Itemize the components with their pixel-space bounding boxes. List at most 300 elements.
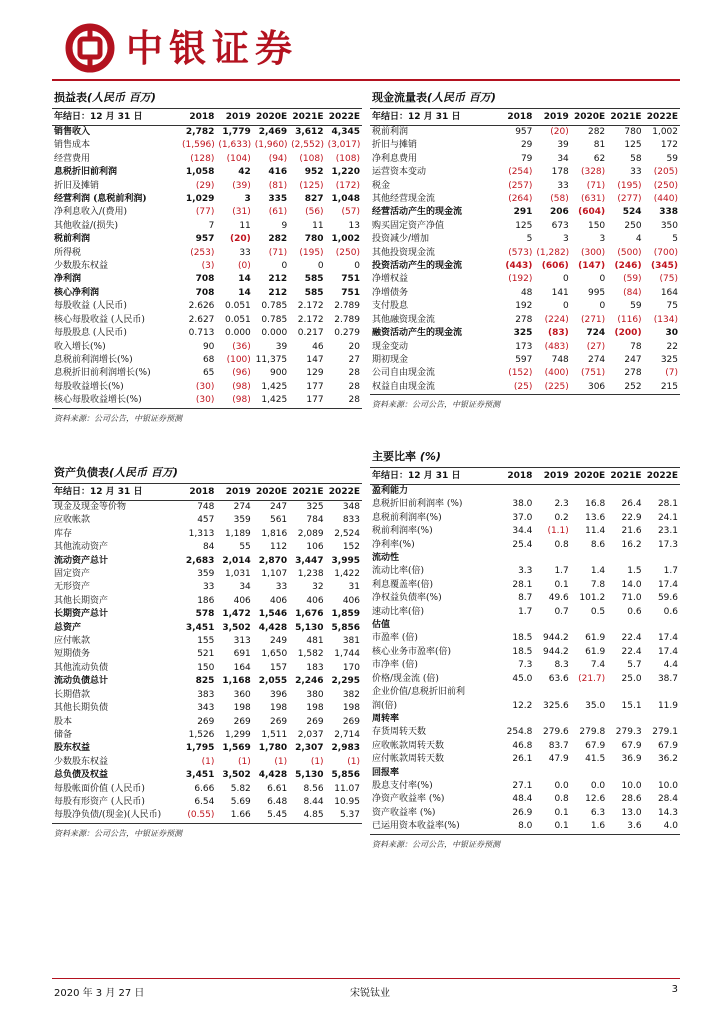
row-label: 公司自由现金流 [372,368,436,379]
cell-value: 1,168 [222,676,251,687]
table-row [52,354,362,367]
cell-value: (98) [232,381,251,392]
column-header-year: 2020E [253,484,289,501]
cell-value: 269 [197,716,215,727]
table-row [52,180,362,193]
table-row [370,153,680,166]
cell-value: (573) [508,247,533,258]
cell-value: 0.5 [590,606,606,617]
cell-value: (1) [274,756,288,767]
column-header-year: 2018 [498,109,534,126]
cell-value: 561 [269,515,288,526]
row-label: 每股股息 (人民币) [54,328,127,339]
cell-value: 186 [197,595,215,606]
row-label: 经营利润 (息税前利润) [54,194,147,205]
table-row [370,247,680,260]
cell-value: 1,031 [225,569,251,580]
row-label: 应收帐款 [54,515,91,526]
row-label: 净利息费用 [372,153,418,164]
row-label: 回报率 [372,767,400,778]
cell-value: 65 [202,368,215,379]
cell-value: 1,313 [188,528,215,539]
cell-value: 39 [275,341,288,352]
row-label: 资产收益率 (%) [372,807,436,818]
cell-value: (192) [508,274,533,285]
cell-value: 34 [239,582,251,593]
cell-value: 481 [306,636,324,647]
table-row [52,381,362,394]
panel-title: 资产负债表(人民币 百万) [52,466,362,484]
cell-value: 13 [348,220,360,231]
cell-value: (300) [580,247,606,258]
cell-value: 957 [195,234,215,245]
cell-value: 0.1 [554,579,569,590]
table-row [52,555,362,568]
cell-value: 0.2 [554,512,569,523]
row-label: 现金变动 [372,341,409,352]
cell-value: 2,089 [297,528,324,539]
row-label: 无形资产 [54,582,91,593]
cell-value: (1,960) [254,140,288,151]
cell-value: 17.4 [657,646,678,657]
cell-value: 5.69 [230,796,251,807]
cell-value: 597 [515,354,533,365]
cell-value: 41.5 [585,754,606,765]
row-label: 核心每股收益 (人民币) [54,314,145,325]
table-row [370,673,680,686]
table-row [370,260,680,273]
row-label: 净权益负债率(%) [372,593,442,604]
cell-value: 2,782 [185,127,215,137]
cell-value: 957 [515,127,533,137]
cell-value: (246) [614,261,642,272]
cell-value: 2,055 [258,676,288,687]
row-label: 长期资产总计 [54,609,109,620]
cell-value: (20) [550,127,569,137]
row-label: 息税折旧前利润率 (%) [372,499,463,510]
table-row [52,635,362,648]
cell-value: 5.7 [627,660,642,671]
table-row [52,769,362,782]
cell-value: 13.0 [621,807,642,818]
row-label: 存货周转天数 [372,727,427,738]
cell-value: 14.0 [621,579,642,590]
column-header-year: 2019 [216,484,252,501]
cell-value: 1,107 [261,569,288,580]
cell-value: 8.6 [590,539,606,550]
cell-value: 79 [520,153,533,164]
row-label: 短期债务 [54,649,91,660]
cell-value: 0.000 [261,328,288,339]
cell-value: 61.9 [585,633,606,644]
cell-value: 381 [342,636,360,647]
cell-value [498,713,534,726]
cell-value: 170 [342,662,360,673]
cell-value: (56) [305,207,324,218]
cell-value: 9 [281,220,288,231]
cell-value: 155 [197,636,215,647]
cashflow-statement-table [370,109,680,395]
cell-value: (0) [238,261,251,272]
cell-value: 338 [659,207,678,218]
cell-value: 1,002 [331,234,360,245]
table-row [370,525,680,538]
row-label: 其他融资现金流 [372,314,436,325]
cell-value: 2.3 [554,499,569,510]
cell-value: 27.1 [512,780,533,791]
cell-value: (152) [508,368,533,379]
column-header-year: 2022E [326,109,362,126]
cell-value: 18.5 [512,633,533,644]
cell-value: 708 [195,274,215,285]
column-header-year: 2022E [644,109,680,126]
key-ratios-table [370,468,680,835]
cell-value: (1) [201,756,215,767]
cell-value: (96) [232,368,251,379]
cell-value: 1,859 [331,609,360,620]
cell-value: 0.1 [554,807,569,818]
table-row [52,809,362,823]
cell-value: 0.051 [225,314,251,325]
row-label: 息税折旧前利润增长(%) [54,368,151,379]
cell-value: 125 [624,140,642,151]
cell-value: 8.44 [303,796,324,807]
cell-value: (30) [180,394,216,408]
cell-value: 152 [342,542,360,553]
cell-value: (700) [653,247,678,258]
cell-value: 2,246 [295,676,324,687]
column-header-year: 2019 [534,468,570,485]
cell-value [607,552,643,565]
table-row [52,675,362,688]
row-label: 其他长期负债 [54,703,109,714]
cell-value: 10.0 [621,780,642,791]
column-header-year: 2019 [216,109,252,126]
cell-value: 17.4 [657,633,678,644]
cell-value: (83) [548,328,569,339]
cell-value: 1,779 [222,127,251,137]
table-row [370,632,680,645]
source-note: 资料来源：公司公告，中银证券预测 [54,413,182,423]
cell-value: 1,422 [334,569,360,580]
panel-title: 主要比率 (%) [370,450,680,468]
cell-value: (31) [232,207,251,218]
table-row [370,700,680,713]
cell-value: 2,870 [258,555,288,566]
cell-value: 5,130 [295,622,324,633]
row-label: 利息覆盖率(倍) [372,579,434,590]
cell-value: (400) [544,368,569,379]
row-label: 每股净负债/(现金)(人民币) [52,809,180,823]
cell-value: (3) [201,261,215,272]
cell-value [607,619,643,632]
row-label: 股东权益 [54,743,91,754]
cell-value: 5,856 [331,622,360,633]
cell-value: 67.9 [585,740,606,751]
cell-value: 36.9 [621,754,642,765]
row-label: 净利率(%) [372,539,415,550]
cell-value: 1.4 [590,566,606,577]
cell-value: 11 [312,220,324,231]
cell-value: 833 [342,515,360,526]
table-row [370,327,680,340]
cell-value: 18.5 [512,646,533,657]
cell-value: 1.6 [571,820,607,834]
cell-value: 33 [275,582,288,593]
cell-value: (25) [498,381,534,395]
cell-value: 4 [635,234,642,245]
cell-value: 1,029 [185,194,215,205]
cell-value: 585 [304,287,324,298]
cell-value: 178 [551,167,569,178]
row-label: 权益自由现金流 [370,381,498,395]
cell-value: (254) [508,167,533,178]
cell-value: (71) [586,180,606,191]
cell-value: 3,447 [295,555,324,566]
cell-value: 13.6 [585,512,606,523]
table-row [370,767,680,780]
cell-value: 7 [208,220,215,231]
table-row [370,220,680,233]
cell-value: 14 [238,274,251,285]
cell-value: 2.172 [297,301,324,312]
cell-value: 84 [202,542,215,553]
row-label: 估值 [372,620,391,631]
cell-value: (277) [617,194,642,205]
cell-value: 279.6 [543,727,569,738]
row-label: 其他长期资产 [54,595,109,606]
cell-value [498,619,534,632]
cell-value: 406 [342,595,360,606]
table-row [52,662,362,675]
column-header-year: 2018 [180,484,216,501]
cell-value: 112 [269,542,288,553]
cell-value: 335 [268,194,288,205]
cell-value: 3,995 [331,555,360,566]
cell-value: 278 [624,368,642,379]
table-row [370,820,680,834]
table-row [370,381,680,395]
cell-value: 0.0 [590,780,606,791]
cell-value: 0.279 [334,328,360,339]
cell-value: (30) [195,381,215,392]
cell-value: (21.7) [578,673,606,684]
cell-value: 0.785 [261,301,288,312]
table-row [370,180,680,193]
cell-value: 406 [233,595,251,606]
cell-value: (1,633) [218,140,252,151]
cell-value: (1) [310,756,324,767]
cell-value: 6.48 [267,796,288,807]
row-label: 每股有形资产 (人民币) [54,796,145,807]
cell-value: 8.56 [303,783,324,794]
cell-value: 28 [348,368,360,379]
cell-value: 11 [239,220,251,231]
cell-value: (1,596) [182,140,215,151]
table-row [52,648,362,661]
cell-value: 101.2 [579,593,606,604]
cell-value: 1,526 [188,729,215,740]
cell-value: 748 [197,502,215,512]
cell-value: (147) [578,261,606,272]
row-label: 每股帐面价值 (人民币) [54,783,145,794]
table-row [52,729,362,742]
cell-value: 1,650 [261,649,288,660]
cell-value: (443) [505,261,533,272]
cell-value: (500) [617,247,642,258]
cell-value: (225) [534,381,570,395]
cell-value: 36.2 [657,754,678,765]
panel-title: 现金流量表(人民币 百万) [370,91,680,109]
cell-value: 0 [563,274,569,285]
cell-value [571,485,607,499]
row-label: 息税折旧前利润 [54,167,118,178]
cell-value: 0 [281,261,288,272]
cell-value [498,686,534,699]
row-label: 净利息收入/(费用) [54,207,128,218]
cell-value: (257) [508,180,533,191]
source-note: 资料来源：公司公告，中银证券预测 [372,839,500,849]
cell-value: 164 [233,662,251,673]
cell-value: 164 [660,287,678,298]
table-row [52,568,362,581]
row-label: 固定资产 [54,569,91,580]
cell-value [644,713,680,726]
cell-value: 396 [269,689,288,700]
page-footer [52,978,680,999]
table-row [370,287,680,300]
cell-value: 28 [348,381,360,392]
cell-value: 17.3 [657,539,678,550]
cell-value: 1,425 [253,394,289,408]
cell-value: (116) [617,314,642,325]
cell-value [571,713,607,726]
cell-value: 33 [239,247,251,258]
cell-value: 1.66 [216,809,252,823]
cell-value: 995 [587,287,606,298]
cell-value: 1,780 [258,743,288,754]
table-row [52,327,362,340]
cell-value: 192 [515,301,533,312]
cell-value: (0.55) [180,809,216,823]
cell-value: 269 [233,716,251,727]
cell-value: 1,220 [331,167,360,178]
cell-value: 784 [306,515,324,526]
table-row [52,581,362,594]
cell-value: 39 [557,140,569,151]
cell-value: 1,816 [261,528,288,539]
row-label: 周转率 [372,713,400,724]
cell-value: 106 [306,542,324,553]
cell-value: 269 [306,716,324,727]
cell-value: 1.5 [627,566,642,577]
cell-value [534,713,570,726]
cell-value: (98) [216,394,252,408]
column-header-year: 2020E [571,109,607,126]
table-row [370,753,680,766]
cell-value: (224) [544,314,569,325]
cell-value: 0.000 [225,328,251,339]
cell-value: (104) [226,153,251,164]
table-row [370,793,680,806]
balance-sheet-table [52,484,362,824]
cell-value [644,767,680,780]
table-row [370,606,680,619]
cell-value: 1,425 [261,381,288,392]
table-row [52,608,362,621]
table-row [52,153,362,166]
cell-value: 4,428 [258,622,288,633]
cell-value: 359 [233,515,251,526]
table-row [370,193,680,206]
row-label: 市盈率 (倍) [372,633,418,644]
row-label: 总负债及权益 [54,770,109,781]
cell-value: 2,983 [331,743,360,754]
cell-value [644,686,680,699]
cell-value: 24.1 [657,512,678,523]
table-header-row [370,109,680,126]
row-label: 其他投资现金流 [372,247,436,258]
cell-value: 7.4 [590,660,606,671]
cell-value: (58) [550,194,569,205]
cell-value: (71) [268,247,288,258]
cell-value: 1,058 [185,167,215,178]
cell-value: 4.4 [663,660,678,671]
table-row [370,498,680,511]
column-header-label: 年结日：12 月 31 日 [370,468,498,485]
cell-value: 5.82 [230,783,251,794]
cell-value: 2,469 [258,127,288,137]
cell-value: 2.626 [188,301,215,312]
cell-value: 825 [195,676,215,687]
cell-value [571,552,607,565]
table-row [370,512,680,525]
cell-value: 1,676 [295,609,324,620]
cell-value: 279.3 [615,727,642,738]
row-label: 长期借款 [54,689,91,700]
row-label: 息税前利润率(%) [372,512,442,523]
cell-value [534,619,570,632]
cell-value: 0 [354,261,360,272]
row-label: 销售成本 [54,140,91,151]
cell-value: 2.789 [334,314,360,325]
balance-sheet-panel [52,466,362,839]
cell-value: 313 [233,636,251,647]
row-label: 应付帐款周转天数 [372,754,445,765]
cell-value: 382 [342,689,360,700]
cell-value: 748 [551,354,569,365]
cell-value: (172) [335,180,360,191]
row-label: 净增债务 [372,287,409,298]
table-row [52,394,362,408]
cell-value: 252 [607,381,643,395]
cell-value: 5 [526,234,533,245]
cell-value: 55 [239,542,251,553]
cell-value: 0 [563,301,569,312]
cell-value: 1,189 [225,528,251,539]
cell-value: 269 [269,716,288,727]
cell-value: 46 [312,341,324,352]
row-label: 税前利润 [54,234,91,245]
cell-value: 4,345 [331,127,360,137]
cell-value: 10.95 [334,796,360,807]
cell-value: (483) [544,341,569,352]
row-label: 其他流动负债 [54,662,109,673]
table-row [52,247,362,260]
cell-value: 22.9 [621,512,642,523]
cell-value: (61) [268,207,288,218]
table-row [52,689,362,702]
